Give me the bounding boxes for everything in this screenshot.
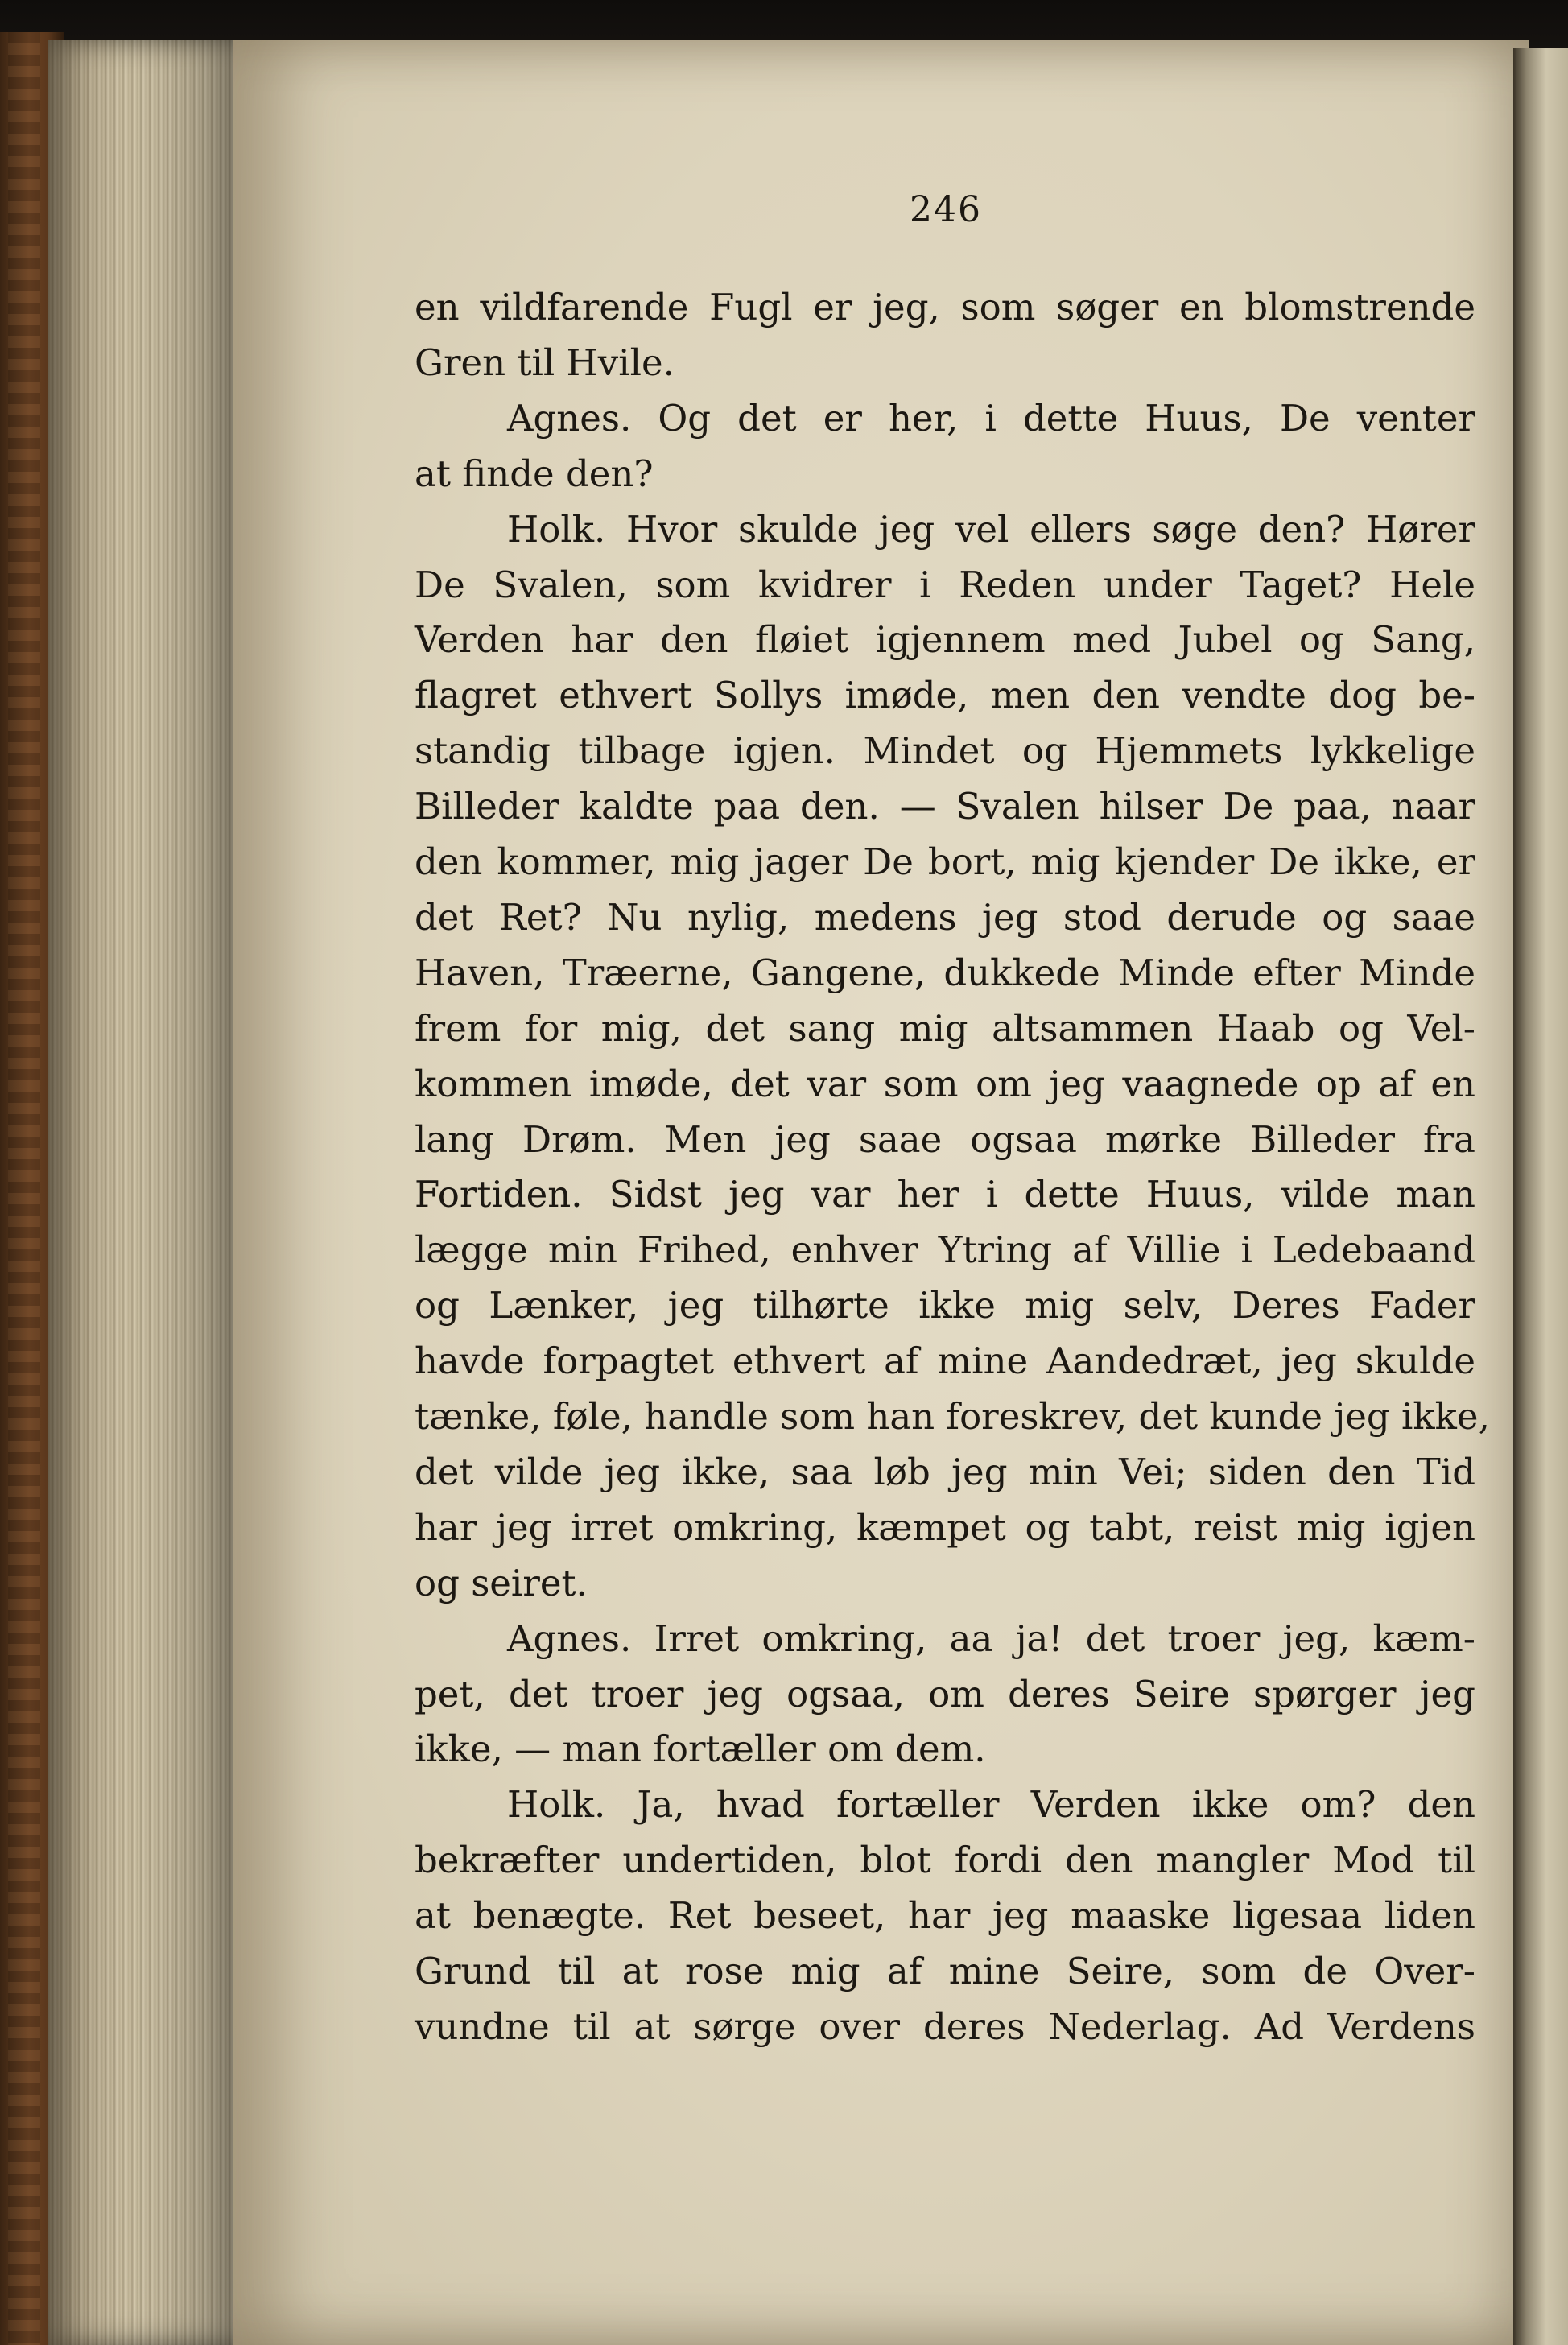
text-line: kommen imøde, det var som om jeg vaagnede op af en [415,1063,1475,1105]
text-line: har jeg irret omkring, kæmpet og tabt, reist mig igjen [415,1506,1475,1549]
text-line: det Ret? Nu nylig, medens jeg stod derude og saae [415,896,1475,939]
text-line: bekræfter undertiden, blot fordi den mangler Mod til [415,1839,1475,1881]
text-line: havde forpagtet ethvert af mine Aandedræt, jeg skulde [415,1340,1475,1382]
text-line: at finde den? [415,452,654,495]
text-line: Haven, Træerne, Gangene, dukkede Minde efter Minde [415,952,1475,994]
text-line: Holk. Hvor skulde jeg vel ellers søge den? Hører [507,508,1475,551]
page-number: 246 [910,189,982,230]
text-line: vundne til at sørge over deres Nederlag. Ad Verdens [415,2005,1475,2048]
text-line: ikke, — man fortæller om dem. [415,1728,986,1770]
text-line: standig tilbage igjen. Mindet og Hjemmets lykkelige [415,729,1475,772]
text-line: Gren til Hvile. [415,341,675,384]
text-line: Holk. Ja, hvad fortæller Verden ikke om? den [507,1783,1475,1826]
text-line: og seiret. [415,1562,588,1604]
text-line: den kommer, mig jager De bort, mig kjender De ikke, er [415,840,1475,883]
text-line: Billeder kaldte paa den. — Svalen hilser De paa, naar [415,785,1475,828]
text-line: flagret ethvert Sollys imøde, men den vendte dog be- [415,674,1475,716]
text-line: og Lænker, jeg tilhørte ikke mig selv, Deres Fader [415,1284,1475,1327]
text-line: det vilde jeg ikke, saa løb jeg min Vei; siden den Tid [415,1451,1475,1493]
text-line: Agnes. Og det er her, i dette Huus, De venter [507,397,1475,440]
text-line: lang Drøm. Men jeg saae ogsaa mørke Billeder fra [415,1118,1475,1161]
text-line: at benægte. Ret beseet, har jeg maaske ligesaa liden [415,1894,1475,1937]
text-line: frem for mig, det sang mig altsammen Haab og Vel- [415,1007,1475,1050]
page-edges [48,40,241,2345]
text-line: Fortiden. Sidst jeg var her i dette Huus, vilde man [415,1173,1475,1216]
text-line: en vildfarende Fugl er jeg, som søger en blomstrende [415,286,1475,328]
text-line: Grund til at rose mig af mine Seire, som de Over- [415,1950,1475,1992]
text-line: pet, det troer jeg ogsaa, om deres Seire spørger jeg [415,1673,1475,1715]
text-line: Agnes. Irret omkring, aa ja! det troer jeg, kæm- [507,1617,1475,1660]
text-line: De Svalen, som kvidrer i Reden under Taget? Hele [415,564,1475,606]
text-line: tænke, føle, handle som han foreskrev, det kunde jeg ikke, [415,1395,1490,1438]
facing-page-edge [1513,48,1568,2345]
text-line: Verden har den fløiet igjennem med Jubel og Sang, [415,618,1475,661]
text-line: lægge min Frihed, enhver Ytring af Villie i Ledebaand [415,1228,1475,1271]
